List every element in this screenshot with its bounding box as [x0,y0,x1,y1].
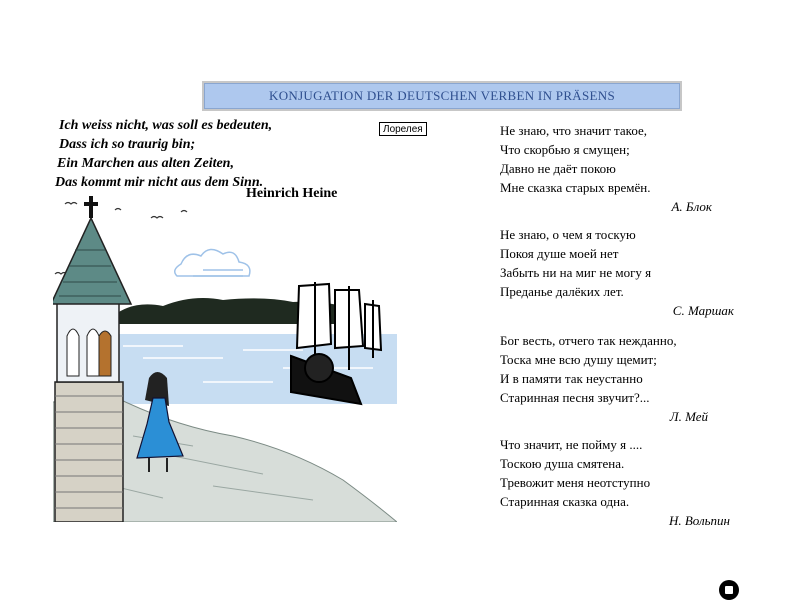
translation-line: Старинная песня звучит?... [500,390,650,405]
translation-stanza [500,225,740,320]
stop-button[interactable] [719,580,739,600]
translation-line: Тревожит меня неотступно [500,475,651,490]
translation-line: Что скорбью я смущен; [500,142,630,157]
translator-author: С. Маршак [672,303,734,318]
translations [500,121,740,539]
german-line-4: Das kommt mir nicht aus dem Sinn. [55,175,264,190]
german-line-3: Ein Marchen aus alten Zeiten, [57,156,234,171]
translation-line: Давно не даёт покою [500,161,616,176]
translation-line: Бог весть, отчего так нежданно, [500,333,677,348]
translation-line: Преданье далёких лет. [500,284,624,299]
german-poem [57,116,272,192]
translator-author: А. Блок [671,199,712,214]
translation-stanza [500,435,740,530]
page-title: KONJUGATION DER DEUTSCHEN VERBEN IN PRÄSENS [269,88,615,103]
stop-icon [725,586,733,594]
translator-author: Н. Вольпин [668,513,730,528]
clouds [175,249,250,276]
translation-stanza [500,121,740,216]
translator-author: Л. Мей [669,409,708,424]
lorelei-illustration [53,186,397,522]
translation-line: Мне сказка старых времён. [500,180,651,195]
translation-stanza [500,331,740,426]
translation-line: Покоя душе моей нет [500,246,619,261]
translation-line: Тоскою душа смятена. [500,456,625,471]
translation-line: И в памяти так неустанно [500,371,643,386]
translation-line: Тоска мне всю душу щемит; [500,352,657,367]
translation-line: Не знаю, о чем я тоскую [500,227,636,242]
german-author: Heinrich Heine [246,186,338,201]
translation-line: Не знаю, что значит такое, [500,123,647,138]
title-banner [202,81,682,111]
german-line-1: Ich weiss nicht, was soll es bedeuten, [59,118,273,133]
translation-line: Старинная сказка одна. [500,494,630,509]
lorelei-button[interactable]: Лорелея [379,122,427,136]
tower [53,196,131,522]
german-line-2: Dass ich so traurig bin; [59,137,196,152]
translation-line: Что значит, не пойму я .... [500,437,643,452]
translation-line: Забыть ни на миг не могу я [500,265,652,280]
